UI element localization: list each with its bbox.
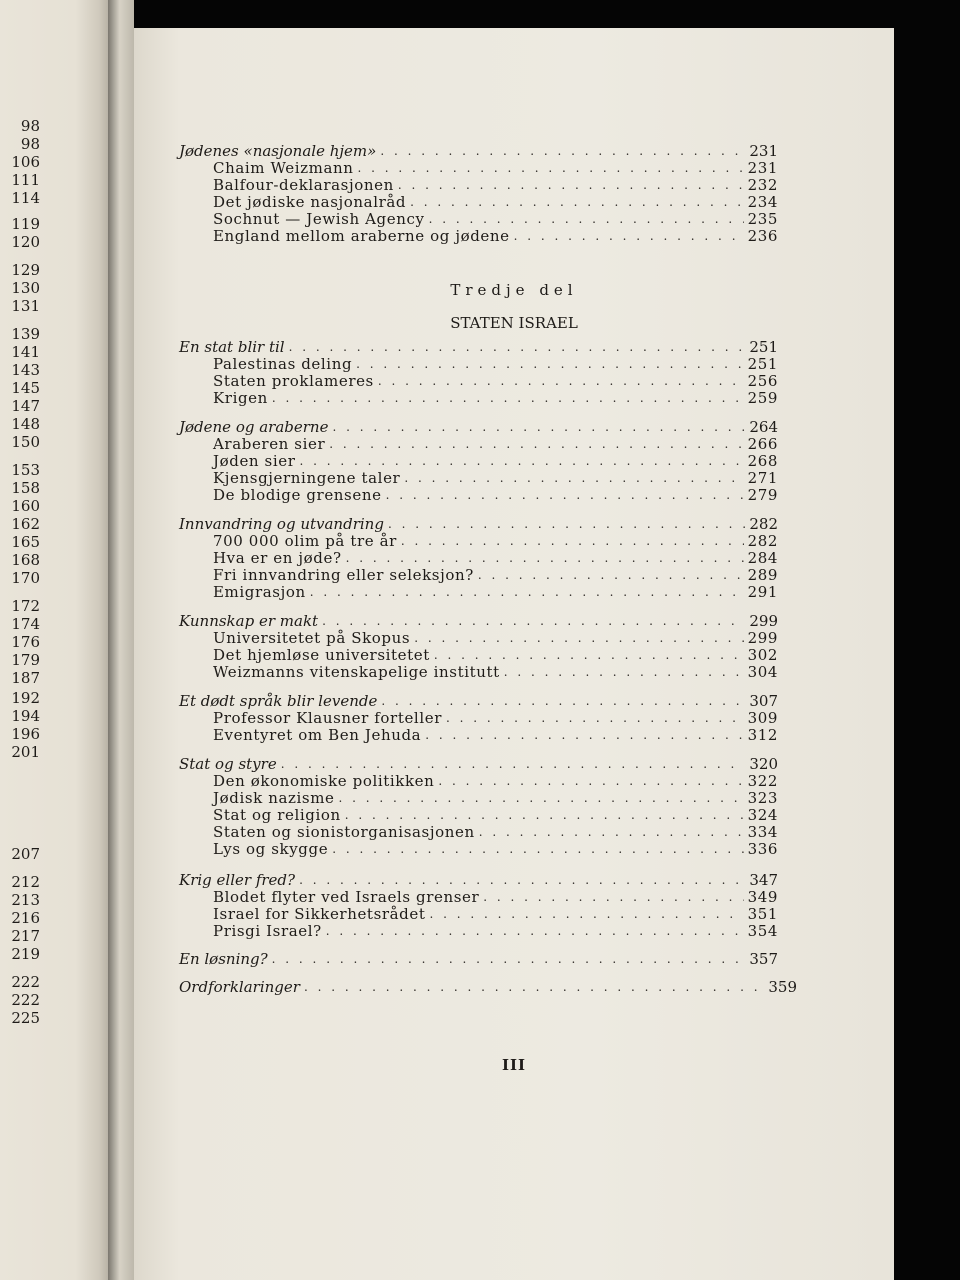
part-label: Tredje del [450, 281, 578, 299]
toc-section-entry [213, 726, 778, 744]
left-page-number: 165 [11, 533, 40, 551]
toc-section-entry [213, 905, 778, 923]
toc-entry-title: Weizmanns vitenskapelige institutt [213, 663, 500, 681]
left-page-number: 145 [11, 379, 40, 397]
toc-entry-title: Den økonomiske politikken [213, 772, 435, 790]
toc-section-entry [213, 372, 778, 390]
left-page-number: 130 [11, 279, 40, 297]
toc-leader-dots [429, 906, 743, 923]
toc-section-entry [213, 888, 778, 906]
toc-leader-dots [483, 889, 743, 906]
right-page [134, 28, 894, 1280]
toc-section-entry [213, 435, 778, 453]
page-folio: III [501, 1056, 527, 1074]
toc-leader-dots [322, 613, 745, 630]
toc-entry-title: Staten proklameres [213, 372, 374, 390]
toc-entry-page: 307 [749, 692, 778, 710]
toc-entry-title: Kjensgjerningene taler [213, 469, 401, 487]
toc-leader-dots [514, 228, 744, 245]
toc-section-entry [213, 583, 778, 601]
toc-section-entry [213, 646, 778, 664]
toc-entry-page: 235 [747, 210, 778, 228]
toc-entry-title: Krigen [213, 389, 268, 407]
toc-entry-page: 309 [747, 709, 778, 727]
toc-section-entry [213, 566, 778, 584]
toc-leader-dots [438, 773, 743, 790]
toc-entry-page: 334 [747, 823, 778, 841]
toc-chapter-entry [179, 692, 778, 710]
toc-leader-dots [479, 824, 744, 841]
left-page-number: 119 [11, 215, 40, 233]
toc-entry-title: Innvandring og utvandring [179, 515, 384, 533]
toc-section-entry [213, 663, 778, 681]
toc-entry-title: En stat blir til [179, 338, 285, 356]
left-page-number: 158 [11, 479, 40, 497]
toc-entry-title: Jødene og araberne [179, 418, 329, 436]
toc-leader-dots [381, 693, 745, 710]
left-page-number: 120 [11, 233, 40, 251]
left-page-number: 162 [11, 515, 40, 533]
toc-section-entry [213, 922, 778, 940]
toc-entry-page: 231 [749, 142, 778, 160]
left-page-number: 129 [11, 261, 40, 279]
toc-entry-title: Israel for Sikkerhetsrådet [213, 905, 426, 923]
left-page [0, 0, 108, 1280]
toc-entry-page: 357 [749, 950, 778, 968]
toc-entry-title: Stat og religion [213, 806, 341, 824]
toc-leader-dots [326, 923, 744, 940]
left-page-number: 106 [11, 153, 40, 171]
left-page-number: 98 [20, 117, 40, 135]
left-page-number: 168 [11, 551, 40, 569]
toc-section-entry [213, 176, 778, 194]
toc-entry-page: 251 [749, 338, 778, 356]
toc-leader-dots [310, 584, 744, 601]
left-page-number: 170 [11, 569, 40, 587]
left-page-number: 150 [11, 433, 40, 451]
left-page-number: 194 [11, 707, 40, 725]
left-page-number: 131 [11, 297, 40, 315]
toc-leader-dots [339, 790, 744, 807]
toc-section-entry [213, 823, 778, 841]
toc-section-entry [213, 227, 778, 245]
toc-leader-dots [304, 979, 764, 996]
toc-leader-dots [398, 177, 744, 194]
toc-section-entry [213, 193, 778, 211]
left-page-number: 196 [11, 725, 40, 743]
toc-leader-dots [272, 951, 746, 968]
toc-entry-title: Palestinas deling [213, 355, 353, 373]
toc-entry-page: 320 [749, 755, 778, 773]
toc-chapter-entry [179, 978, 797, 996]
toc-section-entry [213, 486, 778, 504]
toc-entry-title: Ordforklaringer [179, 978, 300, 996]
toc-leader-dots [345, 807, 744, 824]
left-page-number: 143 [11, 361, 40, 379]
left-page-number: 212 [11, 873, 40, 891]
left-page-number: 98 [20, 135, 40, 153]
left-page-number: 225 [11, 1009, 40, 1027]
toc-entry-page: 256 [747, 372, 778, 390]
toc-leader-dots [356, 356, 743, 373]
toc-entry-page: 236 [747, 227, 778, 245]
toc-leader-dots [401, 533, 744, 550]
toc-section-entry [213, 532, 778, 550]
toc-entry-title: 700 000 olim på tre år [213, 532, 397, 550]
toc-entry-title: Stat og styre [179, 755, 277, 773]
toc-leader-dots [299, 872, 745, 889]
toc-leader-dots [404, 470, 743, 487]
toc-entry-page: 299 [747, 629, 778, 647]
toc-entry-title: De blodige grensene [213, 486, 382, 504]
left-page-number: 187 [11, 669, 40, 687]
toc-leader-dots [380, 143, 745, 160]
toc-leader-dots [504, 664, 744, 681]
toc-section-entry [213, 355, 778, 373]
toc-entry-title: Blodet flyter ved Israels grenser [213, 888, 480, 906]
toc-leader-dots [332, 419, 745, 436]
toc-leader-dots [478, 567, 744, 584]
toc-leader-dots [332, 841, 743, 858]
toc-entry-title: Jødenes «nasjonale hjem» [179, 142, 377, 160]
toc-entry-page: 323 [747, 789, 778, 807]
toc-chapter-entry [179, 418, 778, 436]
left-page-number: 222 [11, 991, 40, 1009]
book-spine [108, 0, 134, 1280]
toc-entry-title: Krig eller fred? [179, 871, 296, 889]
left-page-number: 111 [11, 171, 40, 189]
toc-leader-dots [346, 550, 744, 567]
toc-entry-page: 302 [747, 646, 778, 664]
toc-leader-dots [281, 756, 746, 773]
toc-entry-title: Det hjemløse universitetet [213, 646, 430, 664]
toc-entry-page: 251 [747, 355, 778, 373]
left-page-number: 141 [11, 343, 40, 361]
toc-entry-title: England mellom araberne og jødene [213, 227, 510, 245]
left-page-number: 160 [11, 497, 40, 515]
toc-section-entry [213, 210, 778, 228]
toc-leader-dots [414, 630, 743, 647]
toc-chapter-entry [179, 515, 778, 533]
toc-entry-page: 289 [747, 566, 778, 584]
toc-entry-title: Et dødt språk blir levende [179, 692, 378, 710]
toc-section-entry [213, 806, 778, 824]
toc-entry-title: Universitetet på Skopus [213, 629, 411, 647]
left-page-number: 139 [11, 325, 40, 343]
toc-chapter-entry [179, 338, 778, 356]
left-page-number: 147 [11, 397, 40, 415]
toc-leader-dots [429, 211, 744, 228]
toc-entry-page: 282 [747, 532, 778, 550]
toc-entry-title: Fri innvandring eller seleksjon? [213, 566, 474, 584]
left-page-number: 217 [11, 927, 40, 945]
toc-entry-page: 304 [747, 663, 778, 681]
left-page-number: 174 [11, 615, 40, 633]
toc-leader-dots [272, 390, 744, 407]
left-page-number: 216 [11, 909, 40, 927]
toc-chapter-entry [179, 755, 778, 773]
toc-entry-page: 234 [747, 193, 778, 211]
toc-chapter-entry [179, 871, 778, 889]
toc-leader-dots [410, 194, 743, 211]
toc-entry-page: 351 [747, 905, 778, 923]
toc-entry-page: 347 [749, 871, 778, 889]
left-page-number: 192 [11, 689, 40, 707]
toc-entry-page: 271 [747, 469, 778, 487]
toc-entry-title: Balfour-deklarasjonen [213, 176, 394, 194]
toc-entry-title: Eventyret om Ben Jehuda [213, 726, 422, 744]
left-page-number: 207 [11, 845, 40, 863]
toc-entry-page: 264 [749, 418, 778, 436]
left-page-number: 114 [11, 189, 40, 207]
toc-entry-page: 349 [747, 888, 778, 906]
toc-entry-page: 354 [747, 922, 778, 940]
toc-entry-title: Kunnskap er makt [179, 612, 319, 630]
left-page-number: 153 [11, 461, 40, 479]
toc-section-entry [213, 629, 778, 647]
toc-entry-title: Araberen sier [213, 435, 326, 453]
toc-entry-page: 299 [749, 612, 778, 630]
toc-section-entry [213, 452, 778, 470]
toc-entry-title: Staten og sionistorganisasjonen [213, 823, 475, 841]
toc-leader-dots [388, 516, 745, 533]
left-page-number: 148 [11, 415, 40, 433]
toc-section-entry [213, 840, 778, 858]
toc-leader-dots [425, 727, 743, 744]
toc-section-entry [213, 549, 778, 567]
toc-section-entry [213, 159, 778, 177]
toc-leader-dots [386, 487, 744, 504]
toc-entry-page: 268 [747, 452, 778, 470]
toc-entry-page: 231 [747, 159, 778, 177]
toc-entry-page: 291 [747, 583, 778, 601]
toc-entry-page: 324 [747, 806, 778, 824]
toc-chapter-entry [179, 142, 778, 160]
toc-entry-page: 284 [747, 549, 778, 567]
toc-entry-title: Lys og skygge [213, 840, 329, 858]
toc-entry-title: Chaim Weizmann [213, 159, 354, 177]
toc-leader-dots [300, 453, 744, 470]
toc-entry-page: 279 [747, 486, 778, 504]
toc-entry-page: 266 [747, 435, 778, 453]
toc-entry-title: Jøden sier [213, 452, 296, 470]
toc-entry-title: Prisgi Israel? [213, 922, 322, 940]
toc-entry-title: Hva er en jøde? [213, 549, 342, 567]
toc-section-entry [213, 789, 778, 807]
toc-leader-dots [378, 373, 744, 390]
toc-entry-page: 336 [747, 840, 778, 858]
toc-entry-page: 232 [747, 176, 778, 194]
toc-leader-dots [289, 339, 746, 356]
toc-leader-dots [446, 710, 744, 727]
toc-entry-title: En løsning? [179, 950, 268, 968]
left-page-number: 219 [11, 945, 40, 963]
toc-entry-title: Jødisk nazisme [213, 789, 335, 807]
toc-leader-dots [329, 436, 743, 453]
toc-chapter-entry [179, 950, 778, 968]
toc-entry-page: 259 [747, 389, 778, 407]
toc-chapter-entry [179, 612, 778, 630]
toc-leader-dots [434, 647, 744, 664]
toc-entry-title: Emigrasjon [213, 583, 306, 601]
toc-section-entry [213, 772, 778, 790]
toc-entry-page: 322 [747, 772, 778, 790]
part-title: STATEN ISRAEL [450, 314, 578, 332]
toc-entry-page: 282 [749, 515, 778, 533]
left-page-number: 179 [11, 651, 40, 669]
toc-section-entry [213, 389, 778, 407]
left-page-number: 201 [11, 743, 40, 761]
left-page-number: 176 [11, 633, 40, 651]
toc-entry-title: Professor Klausner forteller [213, 709, 442, 727]
toc-entry-page: 312 [747, 726, 778, 744]
left-page-number: 213 [11, 891, 40, 909]
toc-section-entry [213, 469, 778, 487]
left-page-number: 222 [11, 973, 40, 991]
toc-leader-dots [358, 160, 744, 177]
left-page-number: 172 [11, 597, 40, 615]
toc-entry-page: 359 [768, 978, 797, 996]
toc-entry-title: Sochnut — Jewish Agency [213, 210, 425, 228]
toc-section-entry [213, 709, 778, 727]
toc-entry-title: Det jødiske nasjonalråd [213, 193, 407, 211]
